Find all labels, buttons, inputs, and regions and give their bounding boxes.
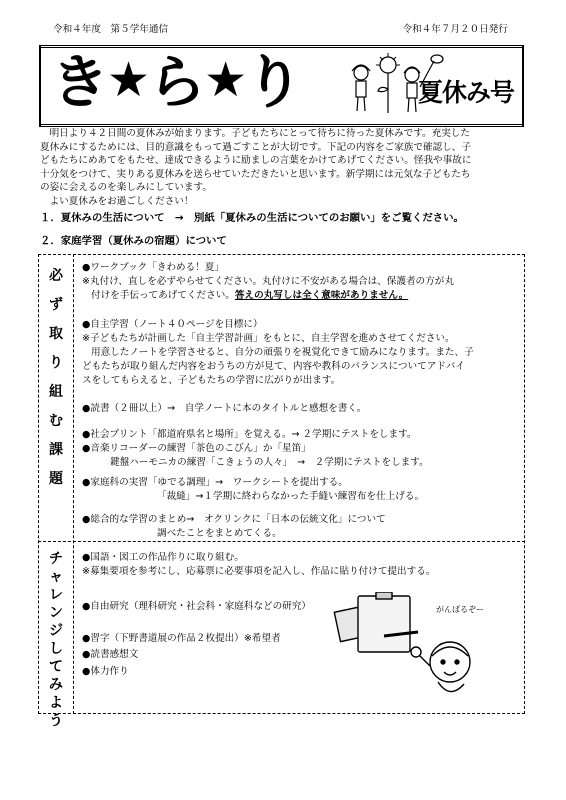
- art-item: ●国語・図工の作品作りに取り組む。 ※募集要項を参考にし、応募票に必要事項を記入し、作品に貼り付けて提出する。: [82, 552, 436, 577]
- challenge-label: チ ャ レ ン ジ し て み よ う: [49, 551, 63, 729]
- newsletter-title: き★ら★り: [51, 48, 302, 116]
- social-music-item: ●社会プリント「都道府県名と場所」を覚える。→ ２学期にテストをします。 ●音楽リコーダーの練習「茶色のこびん」か「星笛」 鍵盤ハーモニカの練習「こきょうの人々」 → ２学期にテストをします。: [82, 429, 429, 468]
- section-divider: [38, 541, 525, 542]
- issue-label: 夏休み号: [417, 78, 514, 107]
- home-economics-item: ●家庭科の実習「ゆでる調理」→ ワークシートを提出する。 「裁縫」→１学期に終わらなかった手縫い練習布を仕上げる。: [82, 477, 425, 502]
- title-banner: [39, 45, 524, 127]
- book-report-item: ●読書感想文: [82, 649, 139, 660]
- section-1-heading: １．夏休みの生活について → 別紙「夏休みの生活についてのお願い」をご覧ください。: [40, 212, 464, 224]
- boy-clipboard-illustration: [332, 592, 497, 702]
- reading-item: ●読書（２冊以上）→ 自学ノートに本のタイトルと感想を書く。: [82, 403, 367, 414]
- research-item: ●自由研究（理科研究・社会科・家庭科などの研究）: [82, 601, 312, 612]
- star-icon: ★: [107, 52, 149, 108]
- calligraphy-item: ●習字（下野書道展の作品２枚提出）※希望者: [82, 633, 281, 644]
- star-icon: ★: [204, 52, 246, 108]
- warning-text: 答えの丸写しは全く意味がありません。: [234, 289, 409, 301]
- bubble-text: がんばるぞー: [436, 605, 484, 614]
- integrated-study-item: ●総合的な学習のまとめ→ オクリンクに「日本の伝統文化」について 調べたことをまとめてくる。: [82, 514, 386, 539]
- intro-paragraph: 明日より４２日間の夏休みが始まります。子どもたちにとって待ちに待った夏休みです。充実した 夏休みにするためには、目的意識をもって過ごすことが大切です。下記の内容をご家族で確認し、子 どもたちにめあてをもたせ、達成できるように励ましの言葉をかけてあげてください。怪我や事故に 十分気をつけて、実りある夏休みを送らせていただきたいと思います。新学期には元気な子どもたち の姿に会えるのを楽しみにしています。 よい夏休みをお過ごしください！: [40, 128, 472, 208]
- header-right: 令和４年７月２０日発行: [402, 24, 508, 35]
- header-left: 令和４年度 第５学年通信: [53, 24, 169, 35]
- section-2-heading: ２．家庭学習（夏休みの宿題）について: [40, 235, 227, 247]
- must-do-label: 必 ず 取 り 組 む 課 題: [49, 268, 63, 487]
- workbook-item: ●ワークブック「きわめる！夏」 ※丸付け、直しを必ずやらせてください。丸付けに不安がある場合は、保護者の方が丸 付けを手伝ってあげてください。答えの丸写しは全く意味がありません。: [82, 262, 454, 301]
- self-study-item: ●自主学習（ノート４０ページを目標に） ※子どもたちが計画した「自主学習計画」をもとに、自主学習を進めさせてください。 用意したノートを学習させると、自分の頑張りを視覚化できて励みになります。また、子 どもたちが取り組んだ内容をおうちの方が見て、内容や教科のバランスについてアドバイ スをしてもらえると、子どもたちの学習に広がりが出ます。: [82, 319, 474, 386]
- fitness-item: ●体力作り: [82, 666, 129, 677]
